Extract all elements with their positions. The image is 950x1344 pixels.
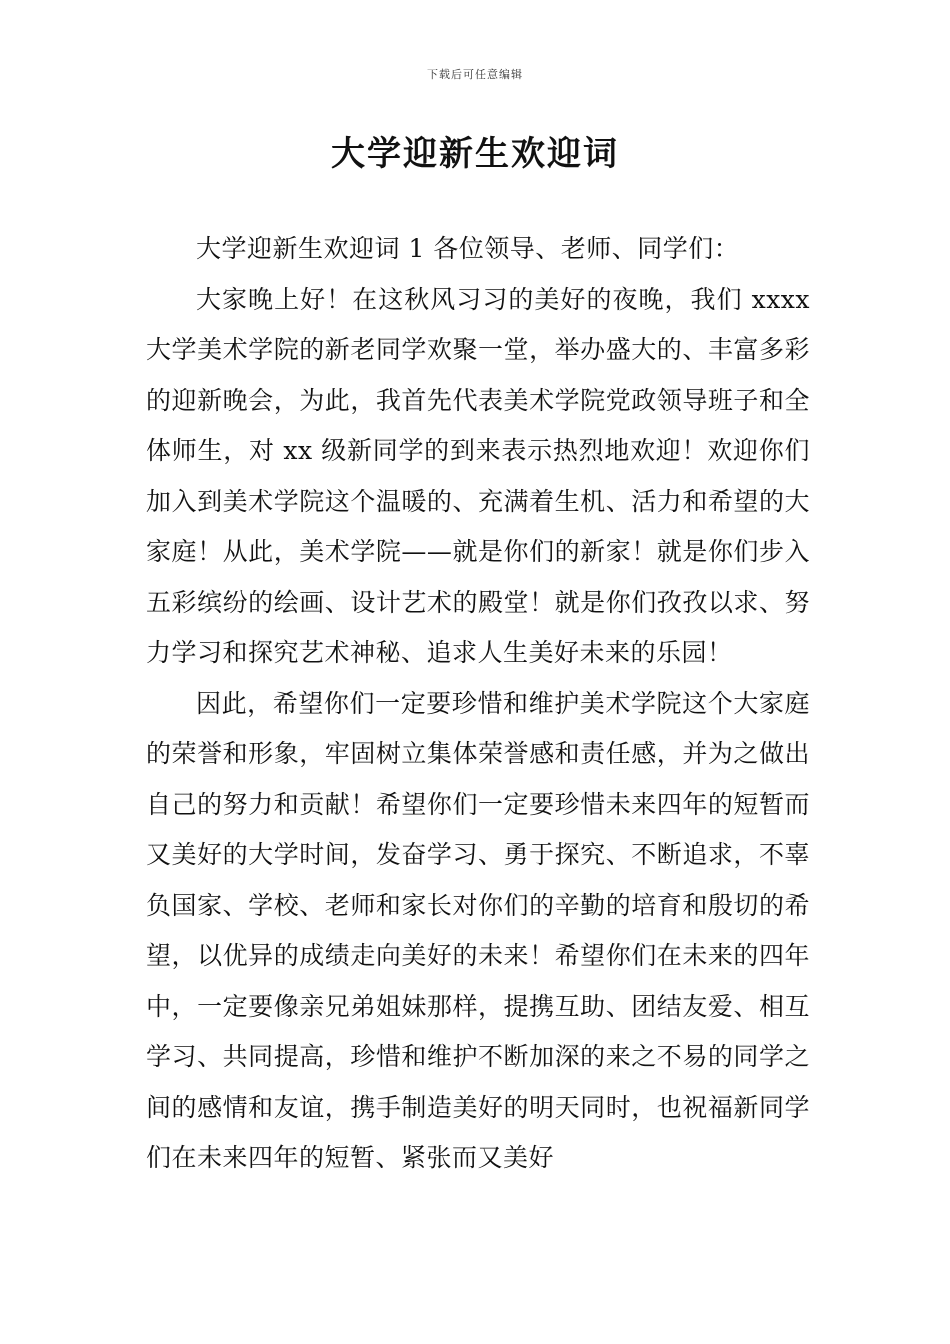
document-body [146,224,810,1184]
paragraph-hopes: 因此，希望你们一定要珍惜和维护美术学院这个大家庭的荣誉和形象，牢固树立集体荣誉感和责任感，并为之做出自己的努力和贡献！希望你们一定要珍惜未来四年的短暂而又美好的大学时间，发奋学习、勇于探究、不断追求，不辜负国家、学校、老师和家长对你们的辛勤的培育和殷切的希望，以优异的成绩走向美好的未来！希望你们在未来的四年中，一定要像亲兄弟姐妹那样，提携互助、团结友爱、相互学习、共同提高，珍惜和维护不断加深的来之不易的同学之间的感情和友谊，携手制造美好的明天同时，也祝福新同学们在未来四年的短暂、紧张而又美好 [146,688,810,1172]
document-title: 大学迎新生欢迎词 [331,134,619,174]
header-note: 下载后可任意编辑 [427,68,523,81]
paragraph-welcome: 大家晚上好！在这秋风习习的美好的夜晚，我们 xxxx 大学美术学院的新老同学欢聚一堂，举办盛大的、丰富多彩的迎新晚会，为此，我首先代表美术学院党政领导班子和全体师生，对 xx 级新同学的到来表示热烈地欢迎！欢迎你们加入到美术学院这个温暖的、充满着生机、活力和希望的大家庭！从此，美术学院——就是你们的新家！就是你们步入五彩缤纷的绘画、设计艺术的殿堂！就是你们孜孜以求、努力学习和探究艺术神秘、追求人生美好未来的乐园！ [146,284,810,667]
paragraph-greeting: 大学迎新生欢迎词 1 各位领导、老师、同学们： [196,234,740,263]
